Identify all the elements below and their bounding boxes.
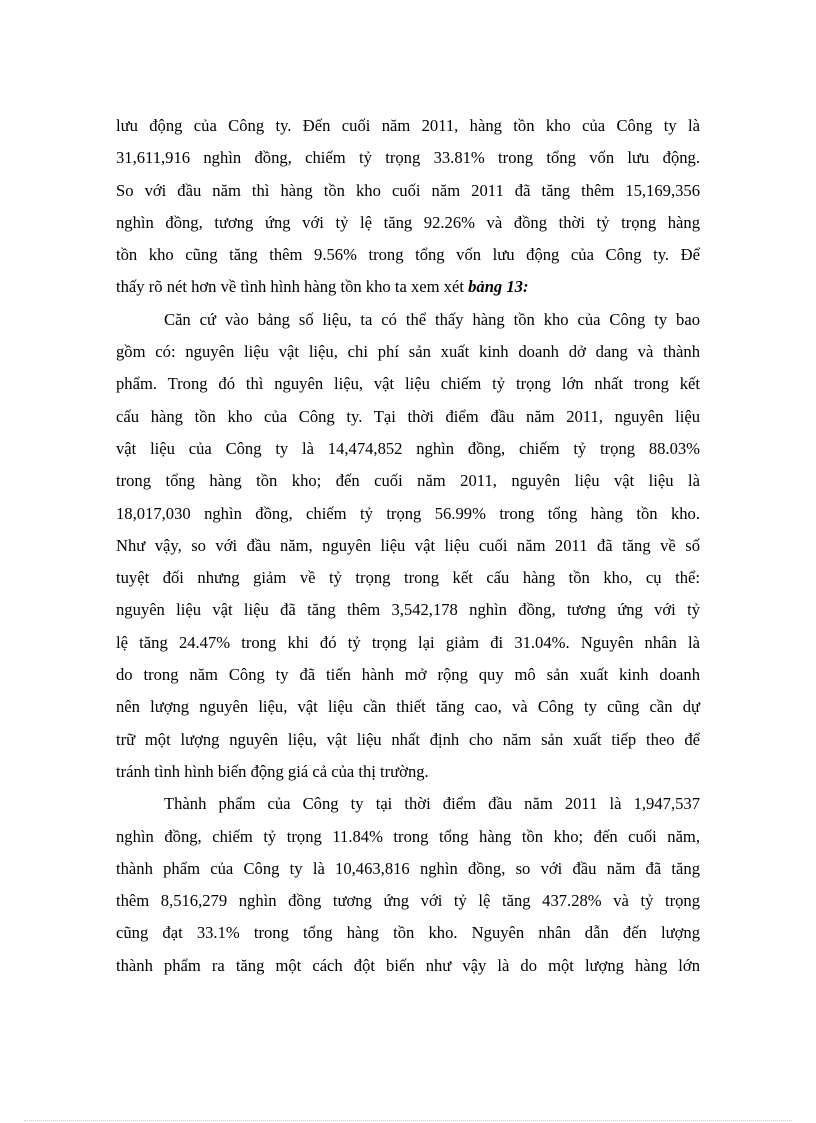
body-text: [116, 110, 700, 982]
text-line: tuyệt đối nhưng giảm về tỷ trọng trong kết cấu hàng tồn kho, cụ thể:: [116, 568, 700, 588]
text-line: [116, 271, 700, 303]
page-bottom-divider: [24, 1120, 792, 1121]
text-line: 31,611,916 nghìn đồng, chiếm tỷ trọng 33.81% trong tổng vốn lưu động.: [116, 148, 700, 168]
text-line: do trong năm Công ty đã tiến hành mở rộng quy mô sản xuất kinh doanh: [116, 665, 700, 685]
text-line: nguyên liệu vật liệu đã tăng thêm 3,542,178 nghìn đồng, tương ứng với tỷ: [116, 600, 700, 620]
text-line: nghìn đồng, tương ứng với tỷ lệ tăng 92.26% và đồng thời tỷ trọng hàng: [116, 212, 700, 232]
text-line: lệ tăng 24.47% trong khi đó tỷ trọng lại giảm đi 31.04%. Nguyên nhân là: [116, 632, 700, 652]
text-line: tồn kho cũng tăng thêm 9.56% trong tổng vốn lưu động của Công ty. Để: [116, 245, 700, 265]
text-line: thành phẩm ra tăng một cách đột biến như vậy là do một lượng hàng lớn: [116, 955, 700, 975]
text-line: thêm 8,516,279 nghìn đồng tương ứng với tỷ lệ tăng 437.28% và tỷ trọng: [116, 891, 700, 911]
text-line: trữ một lượng nguyên liệu, vật liệu nhất định cho năm sản xuất tiếp theo để: [116, 729, 700, 749]
text-line: trong tổng hàng tồn kho; đến cuối năm 2011, nguyên liệu vật liệu là: [116, 471, 700, 491]
text-line: phẩm. Trong đó thì nguyên liệu, vật liệu chiếm tỷ trọng lớn nhất trong kết: [116, 374, 700, 394]
text-line: nên lượng nguyên liệu, vật liệu cần thiết tăng cao, và Công ty cũng cần dự: [116, 697, 700, 717]
text-line: cũng đạt 33.1% trong tổng hàng tồn kho. Nguyên nhân dẫn đến lượng: [116, 923, 700, 943]
text-line: thành phẩm của Công ty là 10,463,816 nghìn đồng, so với đầu năm đã tăng: [116, 858, 700, 878]
text-line: nghìn đồng, chiếm tỷ trọng 11.84% trong tổng hàng tồn kho; đến cuối năm,: [116, 826, 700, 846]
table-reference: bảng 13:: [468, 277, 529, 297]
paragraph-2: [116, 304, 700, 788]
text-line: cấu hàng tồn kho của Công ty. Tại thời điểm đầu năm 2011, nguyên liệu: [116, 406, 700, 426]
text-run: thấy rõ nét hơn về tình hình hàng tồn kho ta xem xét: [116, 277, 469, 297]
text-line: tránh tình hình biến động giá cả của thị trường.: [116, 761, 429, 781]
text-line: vật liệu của Công ty là 14,474,852 nghìn đồng, chiếm tỷ trọng 88.03%: [116, 438, 700, 458]
text-line: So với đầu năm thì hàng tồn kho cuối năm 2011 đã tăng thêm 15,169,356: [116, 180, 700, 200]
text-line: Như vậy, so với đầu năm, nguyên liệu vật liệu cuối năm 2011 đã tăng về số: [116, 535, 700, 555]
paragraph-3: [116, 788, 700, 982]
paragraph-1: [116, 110, 700, 304]
text-line: Thành phẩm của Công ty tại thời điểm đầu năm 2011 là 1,947,537: [164, 794, 700, 814]
text-line: 18,017,030 nghìn đồng, chiếm tỷ trọng 56.99% trong tổng hàng tồn kho.: [116, 503, 700, 523]
text-line: gồm có: nguyên liệu vật liệu, chi phí sản xuất kinh doanh dở dang và thành: [116, 342, 700, 362]
text-line: Căn cứ vào bảng số liệu, ta có thể thấy hàng tồn kho của Công ty bao: [164, 309, 700, 329]
text-line: lưu động của Công ty. Đến cuối năm 2011, hàng tồn kho của Công ty là: [116, 116, 700, 135]
